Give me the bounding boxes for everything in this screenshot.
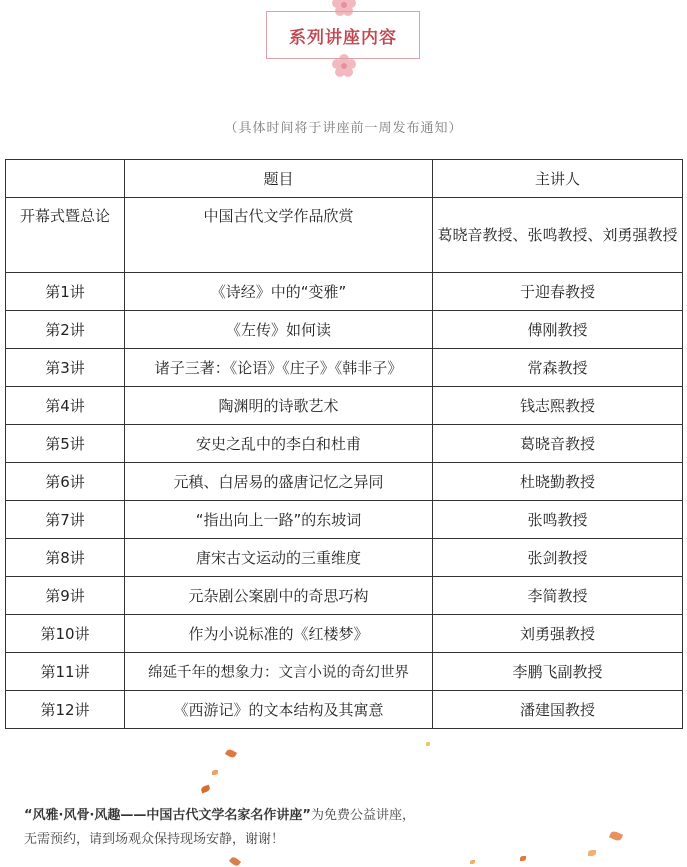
petal-decoration [200,785,211,794]
series-name: “风雅·风骨·风趣——中国古代文学名家名作讲座” [24,808,311,823]
speaker-cell: 葛晓音教授 [433,425,683,463]
table-row [6,425,683,463]
petal-decoration [470,860,475,864]
session-cell: 第6讲 [6,463,125,501]
petal-decoration [520,856,526,861]
topic-cell: 《诗经》中的“变雅” [125,273,433,311]
table-header-row [6,160,683,198]
table-row [6,311,683,349]
topic-cell: 中国古代文学作品欣赏 [125,198,433,273]
header-speaker: 主讲人 [433,160,683,198]
session-cell: 第11讲 [6,653,125,691]
footer-note [24,804,415,852]
session-cell: 第2讲 [6,311,125,349]
petal-decoration [426,742,430,746]
footer-line-1-rest: 为免费公益讲座， [310,808,415,823]
topic-cell: 陶渊明的诗歌艺术 [125,387,433,425]
table-row [6,577,683,615]
topic-cell: 元杂剧公案剧中的奇思巧构 [125,577,433,615]
section-title: 系列讲座内容 [289,27,397,48]
header-session [6,160,125,198]
topic-cell: 《左传》如何读 [125,311,433,349]
table-row [6,653,683,691]
speaker-cell: 杜晓勤教授 [433,463,683,501]
header-topic: 题目 [125,160,433,198]
schedule-note: （具体时间将于讲座前一周发布通知） [224,121,463,136]
table-row [6,501,683,539]
speaker-cell: 常森教授 [433,349,683,387]
petal-decoration [588,850,596,856]
topic-cell: 安史之乱中的李白和杜甫 [125,425,433,463]
topic-cell: 作为小说标准的《红楼梦》 [125,615,433,653]
session-cell: 第10讲 [6,615,125,653]
petal-decoration [212,770,218,775]
table-row [6,198,683,273]
table-row [6,615,683,653]
topic-cell: 元稹、白居易的盛唐记忆之异同 [125,463,433,501]
topic-cell: 绵延千年的想象力：文言小说的奇幻世界 [125,653,433,691]
session-cell: 第1讲 [6,273,125,311]
session-cell: 第9讲 [6,577,125,615]
speaker-cell: 刘勇强教授 [433,615,683,653]
table-row [6,539,683,577]
table-row [6,349,683,387]
table-row [6,691,683,729]
speaker-cell: 李鹏飞副教授 [433,653,683,691]
speaker-cell: 钱志熙教授 [433,387,683,425]
speaker-cell: 葛晓音教授、张鸣教授、刘勇强教授 [433,198,683,273]
petal-decoration [229,856,241,867]
speaker-cell: 潘建国教授 [433,691,683,729]
topic-cell: 《西游记》的文本结构及其寓意 [125,691,433,729]
speaker-cell: 于迎春教授 [433,273,683,311]
session-cell: 第8讲 [6,539,125,577]
session-cell: 第12讲 [6,691,125,729]
lecture-schedule-table [5,159,683,729]
section-title-box [266,11,420,59]
table-row [6,387,683,425]
topic-cell: 诸子三著：《论语》《庄子》《韩非子》 [125,349,433,387]
speaker-cell: 李简教授 [433,577,683,615]
session-cell: 第7讲 [6,501,125,539]
table-row [6,463,683,501]
table-row [6,273,683,311]
petal-decoration [609,830,623,842]
speaker-cell: 张鸣教授 [433,501,683,539]
topic-cell: 唐宋古文运动的三重维度 [125,539,433,577]
speaker-cell: 张剑教授 [433,539,683,577]
topic-cell: “指出向上一路”的东坡词 [125,501,433,539]
session-cell: 第5讲 [6,425,125,463]
footer-line-1 [24,804,415,828]
speaker-cell: 傅刚教授 [433,311,683,349]
session-cell: 第4讲 [6,387,125,425]
session-cell: 第3讲 [6,349,125,387]
petal-decoration [225,748,237,759]
footer-line-2: 无需预约，请到场观众保持现场安静，谢谢！ [24,832,285,847]
session-cell: 开幕式暨总论 [6,198,125,273]
